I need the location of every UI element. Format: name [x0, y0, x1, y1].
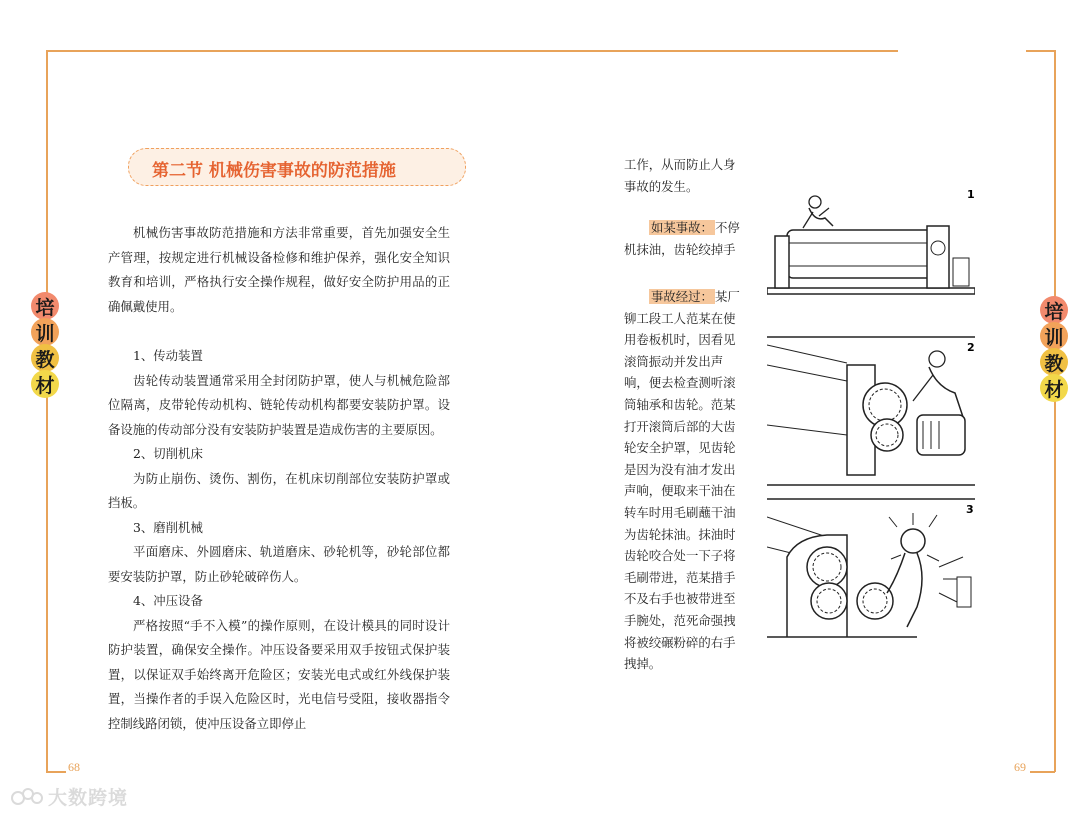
item-text: 严格按照“手不入模”的操作原则，在设计模具的同时设计防护装置，确保安全操作。冲压设备要采用双手按钮式保护装置，以保证双手始终离开危险区；安装光电式或红外线保护装置，当操作者的手误入危险区时，光电信号受阻，接收器指令控制线路闭锁，使冲压设备立即停止: [108, 617, 450, 731]
illustration-hand-caught-in-gears: [767, 497, 975, 644]
frame-bottom-left-line: [46, 771, 66, 773]
watermark-text: 大数跨境: [48, 787, 129, 809]
case-text: 不停机抹油，齿轮绞掉手: [624, 220, 740, 257]
frame-right-top-line: [1026, 50, 1055, 52]
illustration-worker-oiling-gears: [767, 335, 975, 495]
illustration-number: 2: [967, 341, 975, 354]
continuation-text: 工作，从而防止人身事故的发生。: [624, 157, 736, 194]
frame-bottom-right-line: [1030, 771, 1055, 773]
section-title: 第二节 机械伤害事故的防范措施: [152, 161, 396, 181]
frame-right-line: [1054, 50, 1056, 772]
illustration-number: 1: [967, 188, 975, 201]
side-tab-char: 教: [1040, 348, 1068, 376]
illustration-number: 3: [966, 503, 974, 516]
item-heading: 1、传动装置: [133, 348, 203, 363]
side-tab-char: 训: [31, 318, 59, 346]
intro-paragraph: 机械伤害事故防范措施和方法非常重要，首先加强安全生产管理，按规定进行机械设备检修和维护保养，强化安全知识教育和培训，严格执行安全操作规程，做好安全防护用品的正确佩戴使用。: [108, 225, 450, 314]
item-text: 齿轮传动装置通常采用全封闭防护罩，使人与机械危险部位隔离，皮带轮传动机构、链轮传动机构都要安装防护罩。设备设施的传动部分没有安装防护装置是造成伤害的主要原因。: [108, 372, 450, 437]
side-tab-left: [31, 292, 65, 396]
case-label: 如某事故：: [651, 220, 713, 235]
page-number-right: 69: [1014, 760, 1026, 774]
side-tab-char: 训: [1040, 322, 1068, 350]
side-tab-char: 培: [31, 292, 59, 320]
case-process: [624, 286, 746, 675]
illustration-worker-inspecting-roller: [767, 188, 975, 300]
case-summary: [624, 217, 746, 260]
frame-top-line: [46, 50, 898, 52]
watermark-logo-icon: [10, 786, 44, 808]
side-tab-char: 材: [31, 370, 59, 398]
item-text: 平面磨床、外圆磨床、轨道磨床、砂轮机等，砂轮部位都要安装防护罩，防止砂轮破碎伤人。: [108, 544, 450, 584]
frame-left-line: [46, 50, 48, 772]
side-tab-char: 培: [1040, 296, 1068, 324]
item-heading: 3、磨削机械: [133, 519, 203, 535]
process-label: 事故经过：: [651, 289, 713, 304]
item-heading: 2、切削机床: [133, 446, 203, 461]
process-text: 某厂铆工段工人范某在使用卷板机时，因看见滚筒振动并发出声响，便去检查测听滚筒轴承和齿轮。范某打开滚筒后部的大齿轮安全护罩，见齿轮是因为没有油才发出声响，便取来干油在转车时用毛刷蘸干油为齿轮抹油。抹油时齿轮咬合处一下子将毛刷带进，范某措手不及右手也被带进至手腕处，范死命强拽将被绞碾粉碎的右手拽掉。: [624, 289, 740, 672]
side-tab-char: 教: [31, 344, 59, 372]
side-tab-char: 材: [1040, 374, 1068, 402]
item-heading: 4、冲压设备: [133, 593, 203, 608]
watermark: [10, 783, 128, 810]
item-text: 为防止崩伤、烫伤、割伤，在机床切削部位安装防护罩或挡板。: [108, 470, 450, 510]
measures-list: [108, 344, 450, 736]
side-tab-right: [1040, 296, 1074, 400]
page-number-left: 68: [68, 760, 80, 774]
